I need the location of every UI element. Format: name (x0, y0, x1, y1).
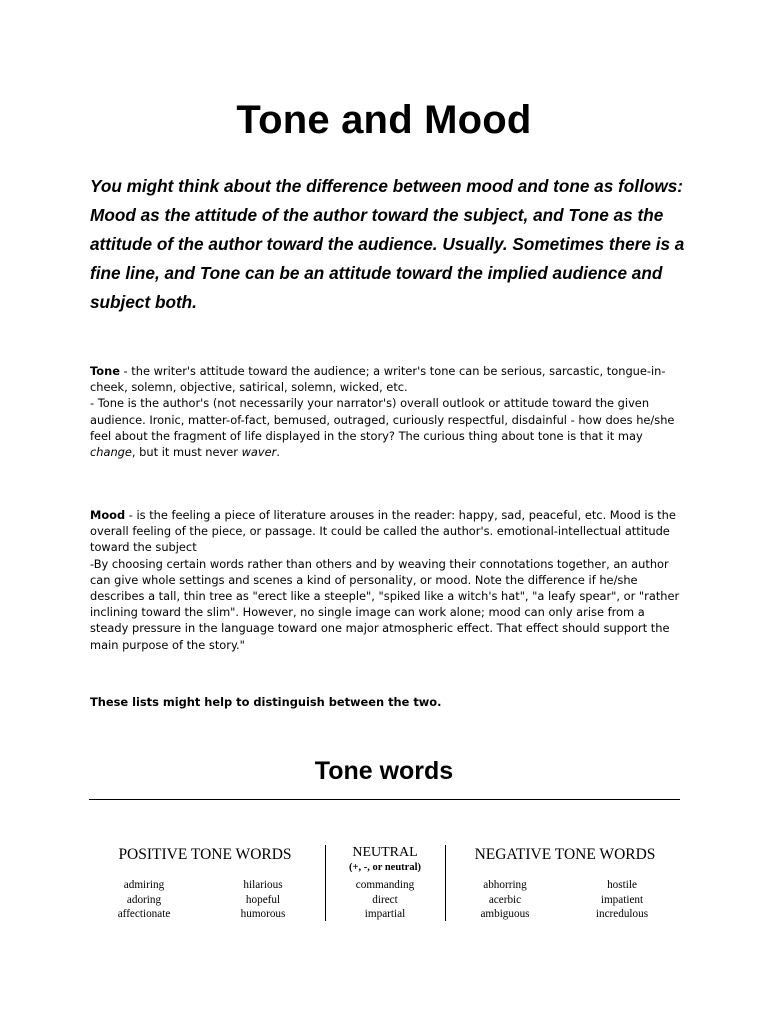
word-item: impartial (364, 908, 406, 921)
tone-definition-text: - the writer's attitude toward the audience; a writer's tone can be serious, sarcastic, tongue-in-cheek, solemn, objective, satirical, solemn, wicked, etc. (90, 364, 666, 395)
positive-column-header: POSITIVE TONE WORDS (118, 846, 292, 863)
neutral-column-header: NEUTRAL (352, 845, 418, 860)
mood-elaboration: -By choosing certain words rather than others and by weaving their connotations together, an author can give whole settings and scenes a kind of personality, or mood. Note the difference if he/she describes a tall, thin tree as "erect like a steeple", "spiked like a witch's hat", "a leafy spear", or "rather inclining toward the slim". However, no single image can work alone; mood can only arise from a steady pressure in the language toward one major atmospheric effect. That effect should support the main purpose of the story." (90, 556, 680, 652)
negative-words-column (572, 878, 672, 922)
word-item: direct (372, 893, 398, 906)
word-item: ambiguous (480, 908, 530, 921)
word-item: commanding (355, 879, 415, 891)
positive-words-column (96, 878, 192, 922)
mood-term: Mood (90, 508, 126, 522)
word-item: incredulous (595, 908, 649, 921)
tone-emphasis-change: change (90, 445, 132, 460)
tone-emphasis-waver: waver (241, 445, 277, 460)
mood-definition (90, 507, 682, 556)
column-divider (445, 845, 446, 921)
word-item: adoring (126, 893, 162, 906)
column-divider (325, 845, 326, 921)
tone-definition-block (90, 363, 682, 460)
neutral-words-column (330, 878, 440, 922)
tone-definition (90, 363, 682, 395)
tone-elaboration (90, 395, 682, 460)
word-item: admiring (123, 879, 165, 891)
negative-column-header: NEGATIVE TONE WORDS (474, 846, 656, 863)
tone-elaboration-start: - Tone is the author's (not necessarily your narrator's) overall outlook or attitude toward the given audience. Ironic, matter-of-fact, bemused, outraged, curiously respectful, disdainful - how does he/she feel about the fragment of life displayed in the story? The curious thing about tone is that it may (90, 396, 675, 443)
word-item: hilarious (243, 879, 283, 891)
page-title: Tone and Mood (236, 98, 532, 142)
tone-words-heading: Tone words (314, 757, 454, 785)
word-item: acerbic (488, 893, 522, 906)
neutral-column-subheader: (+, -, or neutral) (349, 862, 421, 873)
positive-words-column (215, 878, 311, 922)
word-item: hostile (607, 879, 637, 891)
word-item: affectionate (117, 908, 171, 921)
word-item: hopeful (245, 893, 281, 906)
negative-words-column (455, 878, 555, 922)
heading-divider (89, 799, 680, 800)
lists-note: These lists might help to distinguish between the two. (90, 695, 442, 709)
tone-elaboration-end: . (276, 445, 280, 460)
mood-definition-block (90, 507, 682, 653)
tone-elaboration-mid: , but it must never (131, 445, 242, 460)
word-item: humorous (240, 908, 286, 921)
word-item: impatient (600, 893, 644, 906)
mood-definition-text: - is the feeling a piece of literature arouses in the reader: happy, sad, peaceful, etc. Mood is the overall feeling of the piece, or passage. It could be called the author's. emotional-intellectual attitude toward the subject (90, 508, 676, 555)
word-item: abhorring (483, 879, 527, 891)
intro-paragraph: You might think about the difference between mood and tone as follows: Mood as the attitude of the author toward the subject, and Tone as the attitude of the author toward the audience. Usually. Sometimes there is a fine line, and Tone can be an attitude toward the implied audience and subject both. (90, 176, 685, 312)
tone-term: Tone (90, 364, 120, 378)
